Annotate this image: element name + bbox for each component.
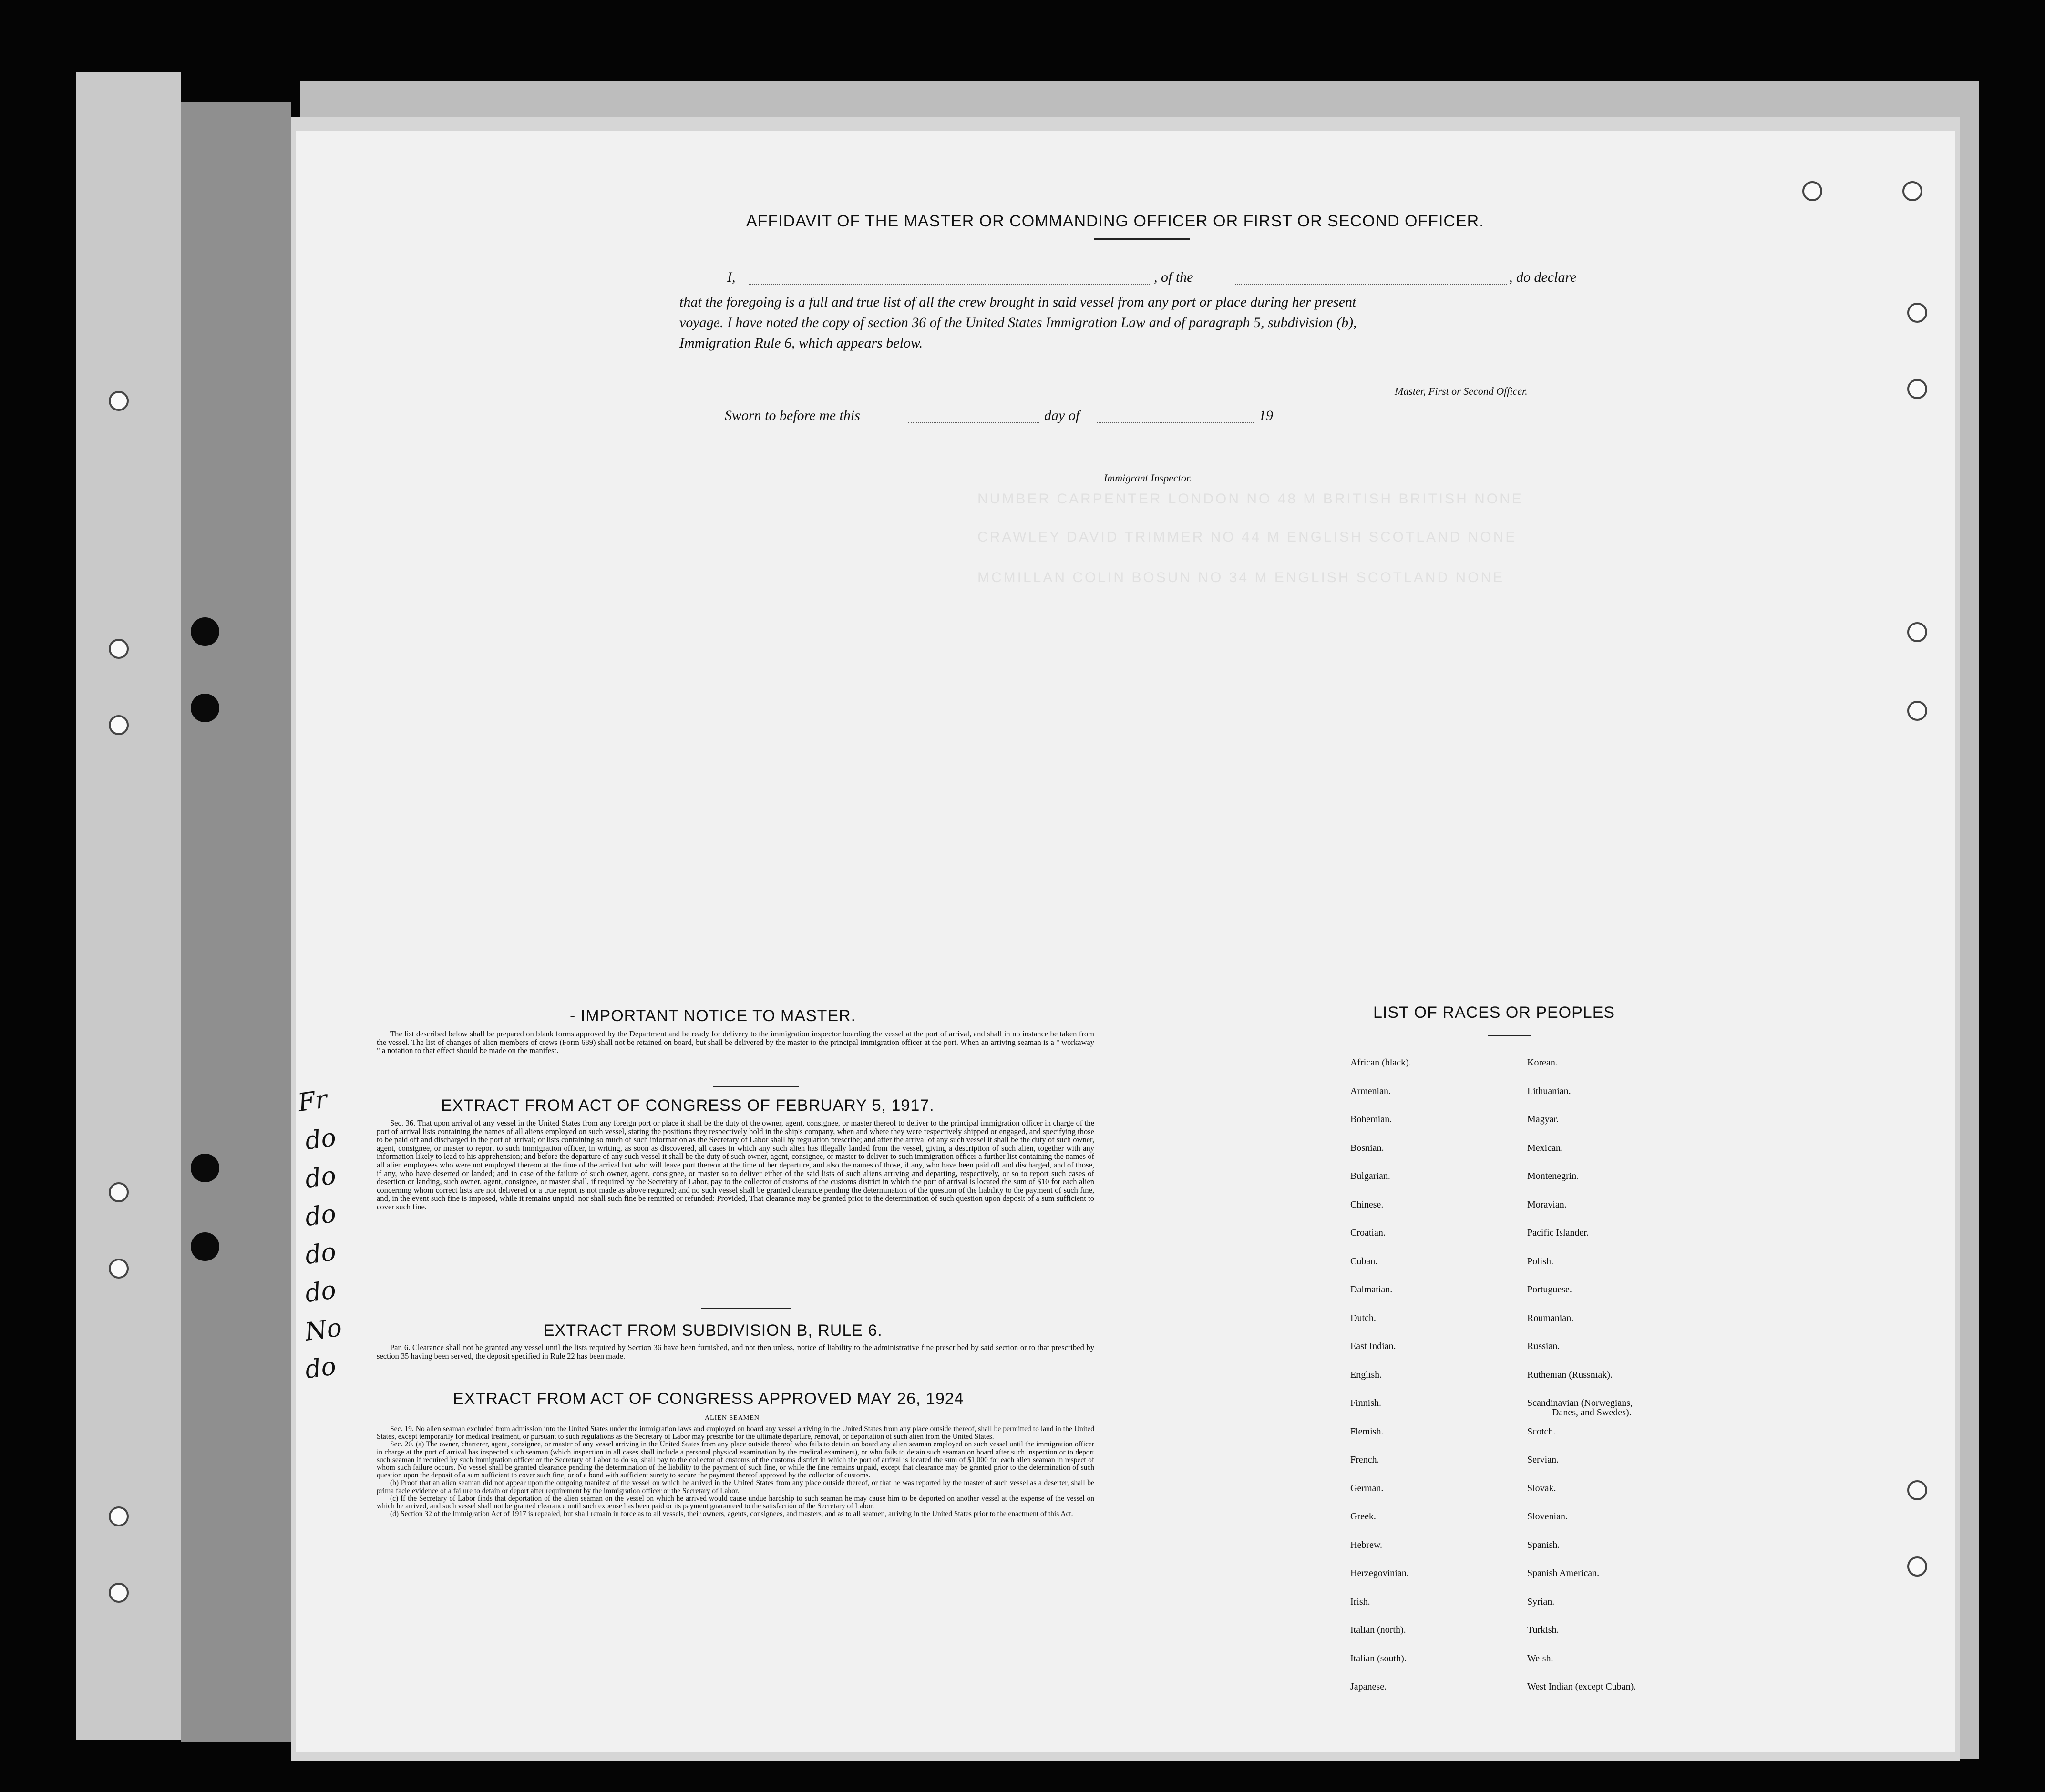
binder-hole (1902, 181, 1922, 201)
race-item: Spanish American. (1527, 1568, 1600, 1578)
race-item: Finnish. (1350, 1398, 1382, 1408)
notice-paragraph: The list described below shall be prepared on blank forms approved by the Department and be ready for delivery to the immigration inspector boarding the vessel at the port of arrival, and shall in no instance be taken from the vessel. The list of changes of alien members of crews (Form 689) shall not be retained on board, but shall be delivered by the master to the principal immigration officer at the port. When an arriving seaman is a " workaway " a notation to that effect should be made on the manifest. (377, 1029, 1094, 1055)
sworn-month-field[interactable] (1097, 421, 1254, 423)
affidavit-i: I, (727, 269, 736, 285)
notice-heading: - IMPORTANT NOTICE TO MASTER. (570, 1007, 856, 1025)
race-item: East Indian. (1350, 1341, 1396, 1352)
race-item: Polish. (1527, 1256, 1554, 1267)
sworn-label: Sworn to before me this (725, 408, 860, 423)
master-name-field[interactable] (749, 283, 1151, 285)
affidavit-declare: , do declare (1509, 269, 1577, 285)
race-item: Lithuanian. (1527, 1085, 1571, 1096)
race-item: Scandinavian (Norwegians, (1527, 1398, 1633, 1408)
race-item: Spanish. (1527, 1539, 1560, 1550)
race-item: Ruthenian (Russniak). (1527, 1369, 1613, 1380)
race-item: Bohemian. (1350, 1114, 1392, 1125)
inspector-label: Immigrant Inspector. (1104, 472, 1192, 484)
binder-hole (1907, 1556, 1927, 1577)
race-item: German. (1350, 1483, 1384, 1494)
year-label: 19 (1259, 408, 1273, 423)
race-item: French. (1350, 1454, 1379, 1465)
race-item: Greek. (1350, 1511, 1376, 1522)
alien-seamen-subheading: ALIEN SEAMEN (705, 1414, 760, 1422)
affidavit-title: AFFIDAVIT OF THE MASTER OR COMMANDING OFFICER OR FIRST OR SECOND OFFICER. (746, 212, 1484, 230)
race-item: Danes, and Swedes). (1552, 1407, 1632, 1418)
race-item: Italian (north). (1350, 1625, 1406, 1635)
binder-hole (191, 694, 219, 722)
extract-1924-paragraph: Sec. 19. No alien seaman excluded from admission into the United States under the immigration laws and employed on board any vessel arriving in the United States from any place outside thereof, shall be permitted to land in the United States, except temporarily for medical treatment, or pursuant to such regulations as the Secretary of Labor may prescribe for the ultimate departure, removal, or deportation of such alien from the United States. (377, 1425, 1094, 1441)
extract-1924-heading: EXTRACT FROM ACT OF CONGRESS APPROVED MAY 26, 1924 (453, 1390, 964, 1408)
race-item: Dutch. (1350, 1312, 1376, 1323)
master-signature-label: Master, First or Second Officer. (1395, 385, 1528, 397)
binder-hole (109, 1506, 129, 1526)
race-item: Turkish. (1527, 1625, 1559, 1635)
race-item: Italian (south). (1350, 1653, 1407, 1664)
extract-1917-heading: EXTRACT FROM ACT OF CONGRESS OF FEBRUARY 5, 1917. (441, 1096, 935, 1115)
race-item: Cuban. (1350, 1256, 1378, 1267)
binder-hole (191, 1232, 219, 1261)
background-page-strip (181, 102, 291, 1742)
affidavit-line: that the foregoing is a full and true list of all the crew brought in said vessel from any port or place during her present (679, 294, 1356, 310)
divider (1488, 1035, 1531, 1036)
race-item: Bulgarian. (1350, 1171, 1390, 1181)
race-item: Servian. (1527, 1454, 1559, 1465)
race-item: Portuguese. (1527, 1284, 1572, 1295)
sworn-day-field[interactable] (908, 421, 1039, 423)
race-item: African (black). (1350, 1057, 1411, 1068)
race-item: English. (1350, 1369, 1382, 1380)
binder-hole (1907, 701, 1927, 721)
race-item: Welsh. (1527, 1653, 1553, 1664)
affidavit-line: Immigration Rule 6, which appears below. (679, 335, 923, 351)
race-item: Scotch. (1527, 1426, 1556, 1437)
binder-hole (1907, 379, 1927, 399)
race-item: Pacific Islander. (1527, 1228, 1589, 1238)
rule-6-heading: EXTRACT FROM SUBDIVISION B, RULE 6. (544, 1321, 883, 1340)
divider (701, 1308, 791, 1309)
affidavit-of-the: , of the (1154, 269, 1193, 285)
extract-1917-text (377, 1119, 1094, 1211)
race-item: Dalmatian. (1350, 1284, 1393, 1295)
binder-hole (191, 617, 219, 646)
race-item: Moravian. (1527, 1199, 1567, 1210)
race-item: Herzegovinian. (1350, 1568, 1409, 1578)
race-item: Bosnian. (1350, 1142, 1384, 1153)
race-item: Slovak. (1527, 1483, 1556, 1494)
binder-hole (109, 1259, 129, 1279)
binder-hole (109, 715, 129, 735)
race-item: Slovenian. (1527, 1511, 1568, 1522)
extract-1924-paragraph: (b) Proof that an alien seaman did not appear upon the outgoing manifest of the vessel on which he arrived in the United States from any place outside thereof, or that he was reported by the master of such vessel as a deserter, shall be prima facie evidence of a failure to detain or deport after requirement by the immigration officer or the Secretary of Labor. (377, 1479, 1094, 1495)
extract-1924-paragraph: Sec. 20. (a) The owner, charterer, agent, consignee, or master of any vessel arriving in the United States from any place outside thereof who fails to detain on board any alien seaman employed on such vessel until the immigration officer in charge at the port of arrival has inspected such seaman (which inspection in all cases shall include a personal physical examination by the medical examiners), or who fails to detain such seaman on board after such inspection or to deport such seaman if required by such immigration officer or the Secretary of Labor to do so, shall pay to the collector of customs of the customs district in which the port of arrival is located the sum of $1,000 for each alien seaman in respect of whom such failure occurs. No vessel shall be granted clearance pending the determination of the liability to the payment of such fine, or while the fine remains unpaid, except that clearance may be granted prior to the determination of such question upon the deposit of a sum sufficient to cover such fine, or of a bond with sufficient surety to secure the payment thereof approved by the collector of customs. (377, 1440, 1094, 1480)
race-item: Mexican. (1527, 1142, 1563, 1153)
race-item: Armenian. (1350, 1085, 1391, 1096)
race-item: Russian. (1527, 1341, 1560, 1352)
day-of-label: day of (1044, 408, 1080, 423)
extract-1924-paragraph: (d) Section 32 of the Immigration Act of 1917 is repealed, but shall remain in force as to all vessels, their owners, agents, consignees, and masters, and as to all seamen, arriving in the United States prior to the enactment of this Act. (390, 1510, 1073, 1518)
binder-hole (191, 1154, 219, 1182)
binder-hole (109, 391, 129, 411)
race-item: Syrian. (1527, 1596, 1555, 1607)
race-item: Flemish. (1350, 1426, 1384, 1437)
extract-1917-paragraph: Sec. 36. That upon arrival of any vessel in the United States from any foreign port or place it shall be the duty of the owner, agent, consignee, or master thereof to deliver to the principal immigration officer in charge of the port of arrival lists containing the names of all aliens employed on such vessel, stating the positions they respectively hold in the ship's company, when and where they were respectively shipped or engaged, and specifying those to be paid off and discharged in the port of arrival; or lists containing so much of such information as the Secretary of Labor shall by regulation prescribe; and after the arrival of any such vessel it shall be the duty of such owner, agent, consignee, or master to report to such immigration officer, in writing, as soon as discovered, all cases in which any such alien has illegally landed from the vessel, giving a description of such alien, together with any information likely to lead to his apprehension; and before the departure of any such vessel it shall be the duty of such owner, agent, consignee, or master to deliver to such immigration officer a further list containing the names of all alien employees who were not employed thereon at the time of the arrival but who will leave port thereon at the time of her departure, and also the names of those, if any, who have been paid off and discharged, and of those, if any, who have deserted or landed; and in case of the failure of such owner, agent, consignee, or master so to deliver either of the said lists of such aliens arriving and departing, respectively, or so to report such cases of desertion or landing, such owner, agent, consignee, or master shall, if required by the Secretary of Labor, pay to the collector of customs of the customs district in which the port of arrival is located the sum of $10 for each alien concerning whom correct lists are not delivered or a true report is not made as above required; and no such vessel shall be granted clearance pending the determination of the question of the liability to the payment of such fine, and, in the event such fine is imposed, while it remains unpaid; nor shall such fine be remitted or refunded: Provided, That clearance may be granted prior to the determination of such question upon deposit of a sum sufficient to cover such fine. (377, 1118, 1094, 1211)
rule-6-text (377, 1343, 1094, 1360)
race-item: Irish. (1350, 1596, 1370, 1607)
race-item: West Indian (except Cuban). (1527, 1681, 1636, 1692)
background-page-strip (76, 72, 181, 1740)
race-item: Japanese. (1350, 1681, 1387, 1692)
race-item: Magyar. (1527, 1114, 1559, 1125)
binder-hole (1907, 1480, 1927, 1500)
races-heading: LIST OF RACES OR PEOPLES (1373, 1004, 1615, 1022)
notice-text (377, 1030, 1094, 1055)
race-item: Korean. (1527, 1057, 1558, 1068)
race-item: Hebrew. (1350, 1539, 1383, 1550)
affidavit-line: voyage. I have noted the copy of section 36 of the United States Immigration Law and of paragraph 5, subdivision (b), (679, 315, 1357, 330)
divider (1094, 238, 1190, 240)
binder-hole (109, 639, 129, 659)
divider (713, 1086, 799, 1087)
race-item: Roumanian. (1527, 1312, 1574, 1323)
race-item: Croatian. (1350, 1228, 1386, 1238)
binder-hole (1907, 303, 1927, 323)
vessel-name-field[interactable] (1235, 283, 1507, 285)
extract-1924-paragraph: (c) If the Secretary of Labor finds that deportation of the alien seaman on the vessel on which he arrived would cause undue hardship to such seaman he may cause him to be deported on another vessel at the expense of the vessel on which he arrived, and such vessel shall not be granted clearance until such expense has been paid or its payment guaranteed to the satisfaction of the Secretary of Labor. (377, 1494, 1094, 1511)
race-item: Chinese. (1350, 1199, 1384, 1210)
binder-hole (109, 1583, 129, 1603)
extract-1924-text (377, 1425, 1094, 1518)
rule-6-paragraph: Par. 6. Clearance shall not be granted any vessel until the lists required by Section 36 have been furnished, and not then unless, notice of liability to the administrative fine prescribed by said section or to that prescribed by section 35 having been served, the deposit specified in Rule 22 has been made. (377, 1343, 1094, 1361)
binder-hole (1907, 622, 1927, 642)
binder-hole (109, 1182, 129, 1202)
race-item: Montenegrin. (1527, 1171, 1579, 1181)
binder-hole (1802, 181, 1822, 201)
